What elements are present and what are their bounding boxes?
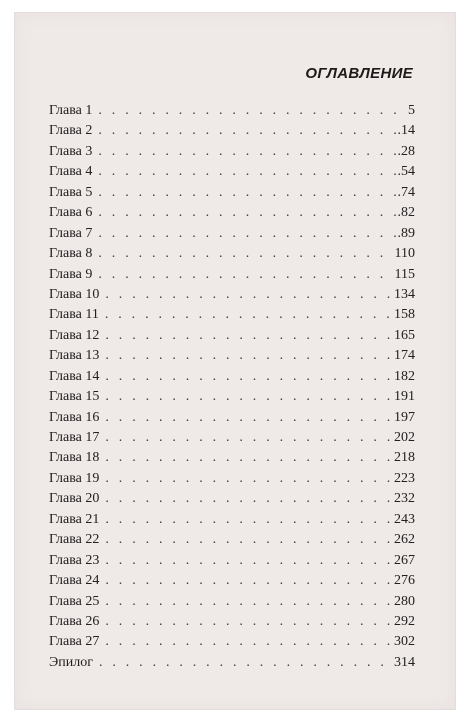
toc-entry-page-number: 165 <box>394 327 415 343</box>
toc-entry <box>49 121 415 141</box>
toc-entry-label: Глава 24 <box>49 573 100 589</box>
toc-entry-label: Глава 17 <box>49 430 100 445</box>
dot-leader <box>98 183 396 203</box>
toc-entry-label: Глава 12 <box>49 327 100 343</box>
dot-leader <box>105 346 393 366</box>
dot-leader <box>105 408 393 428</box>
toc-entry-page-number: 218 <box>394 450 415 466</box>
dot-leader <box>105 489 393 509</box>
dot-leader <box>98 265 393 285</box>
toc-entry <box>49 326 415 346</box>
toc-entry-label: Глава 18 <box>49 450 100 466</box>
dot-leader <box>105 469 393 489</box>
toc-entry-page-number: 223 <box>394 470 415 486</box>
toc-entry-page-number: 115 <box>394 266 415 282</box>
toc-entry <box>49 571 415 591</box>
dot-leader <box>105 367 393 387</box>
dot-leader <box>105 530 393 550</box>
dot-leader <box>105 326 393 346</box>
toc-entry <box>49 224 415 244</box>
dot-leader <box>105 510 393 530</box>
toc-entry-page-number: .14 <box>397 123 415 139</box>
toc-entry <box>49 632 415 652</box>
toc-entry <box>49 592 415 612</box>
toc-entry-label: Глава 26 <box>49 613 100 629</box>
toc-entry-page-number: 182 <box>394 368 415 384</box>
dot-leader <box>98 162 396 182</box>
toc-entry-page-number: 302 <box>394 634 415 650</box>
toc-entry-label: Глава 4 <box>49 164 93 180</box>
dot-leader <box>98 203 396 223</box>
table-of-contents <box>49 101 415 673</box>
toc-entry-label: Глава 25 <box>49 593 100 609</box>
toc-entry <box>49 448 415 468</box>
toc-entry-label: Глава 6 <box>49 205 93 221</box>
toc-entry-page-number: .82 <box>397 205 415 221</box>
dot-leader <box>98 224 396 244</box>
toc-entry-page-number: 262 <box>394 532 415 548</box>
toc-entry <box>49 387 415 407</box>
toc-entry-label: Глава 9 <box>49 266 93 282</box>
dot-leader <box>98 142 396 162</box>
toc-entry <box>49 612 415 632</box>
toc-entry-page-number: 134 <box>394 286 415 302</box>
toc-entry <box>49 408 415 428</box>
dot-leader <box>105 448 393 468</box>
dot-leader <box>105 571 393 591</box>
toc-entry-page-number: .28 <box>397 143 415 159</box>
toc-entry <box>49 653 415 673</box>
toc-entry-label: Эпилог <box>49 654 93 670</box>
toc-entry-page-number: 280 <box>394 593 415 609</box>
dot-leader <box>105 612 393 632</box>
toc-entry <box>49 203 415 223</box>
toc-entry-label: Глава 11 <box>49 307 99 323</box>
toc-entry <box>49 285 415 305</box>
toc-entry-page-number: 267 <box>394 552 415 568</box>
toc-entry-label: Глава 10 <box>49 286 100 302</box>
toc-entry-label: Глава 2 <box>49 123 93 139</box>
dot-leader <box>98 244 393 264</box>
page-title: ОГЛАВЛЕНИЕ <box>305 65 413 82</box>
book-page <box>14 12 456 710</box>
toc-entry-label: Глава 8 <box>49 246 93 262</box>
toc-entry-page-number: .89 <box>397 225 415 241</box>
toc-entry-page-number: .74 <box>397 184 415 200</box>
dot-leader <box>98 121 396 141</box>
toc-entry-label: Глава 21 <box>49 511 100 527</box>
toc-entry-page-number: 232 <box>394 491 415 507</box>
toc-entry-page-number: 191 <box>394 389 415 405</box>
toc-entry-label: Глава 13 <box>49 348 100 364</box>
toc-entry <box>49 367 415 387</box>
dot-leader <box>105 592 393 612</box>
dot-leader <box>105 551 393 571</box>
toc-entry-page-number: 202 <box>394 430 415 445</box>
toc-entry <box>49 183 415 203</box>
toc-entry <box>49 244 415 264</box>
toc-entry <box>49 530 415 550</box>
toc-entry-label: Глава 5 <box>49 184 93 200</box>
toc-entry-label: Глава 19 <box>49 470 100 486</box>
toc-entry <box>49 428 415 448</box>
toc-entry-page-number: 292 <box>394 613 415 629</box>
toc-entry-label: Глава 27 <box>49 634 100 650</box>
toc-entry-label: Глава 7 <box>49 225 93 241</box>
toc-entry <box>49 305 415 325</box>
dot-leader <box>105 632 393 652</box>
toc-entry-page-number: 197 <box>394 409 415 425</box>
toc-entry <box>49 162 415 182</box>
toc-entry <box>49 551 415 571</box>
toc-entry <box>49 510 415 530</box>
dot-leader <box>99 653 393 673</box>
toc-entry <box>49 265 415 285</box>
toc-entry <box>49 101 415 121</box>
toc-entry-page-number: 243 <box>394 511 415 527</box>
toc-entry-label: Глава 3 <box>49 143 93 159</box>
toc-entry <box>49 346 415 366</box>
dot-leader <box>105 305 393 325</box>
toc-entry-label: Глава 15 <box>49 389 100 405</box>
toc-entry-label: Глава 23 <box>49 552 100 568</box>
dot-leader <box>105 387 393 407</box>
toc-entry-label: Глава 22 <box>49 532 100 548</box>
toc-entry-label: Глава 14 <box>49 368 100 384</box>
toc-entry-page-number: 174 <box>394 348 415 364</box>
toc-entry-page-number: 5 <box>408 103 415 118</box>
toc-entry-page-number: .54 <box>397 164 415 180</box>
toc-entry-label: Глава 20 <box>49 491 100 507</box>
dot-leader <box>105 428 393 448</box>
toc-entry <box>49 469 415 489</box>
toc-entry-label: Глава 16 <box>49 409 100 425</box>
toc-entry-page-number: 158 <box>394 307 415 323</box>
toc-entry-page-number: 110 <box>394 246 415 262</box>
toc-entry-label: Глава 1 <box>49 103 93 118</box>
toc-entry <box>49 489 415 509</box>
toc-entry-page-number: 276 <box>394 573 415 589</box>
dot-leader <box>98 101 407 121</box>
toc-entry-page-number: 314 <box>394 654 415 670</box>
dot-leader <box>105 285 393 305</box>
toc-entry <box>49 142 415 162</box>
